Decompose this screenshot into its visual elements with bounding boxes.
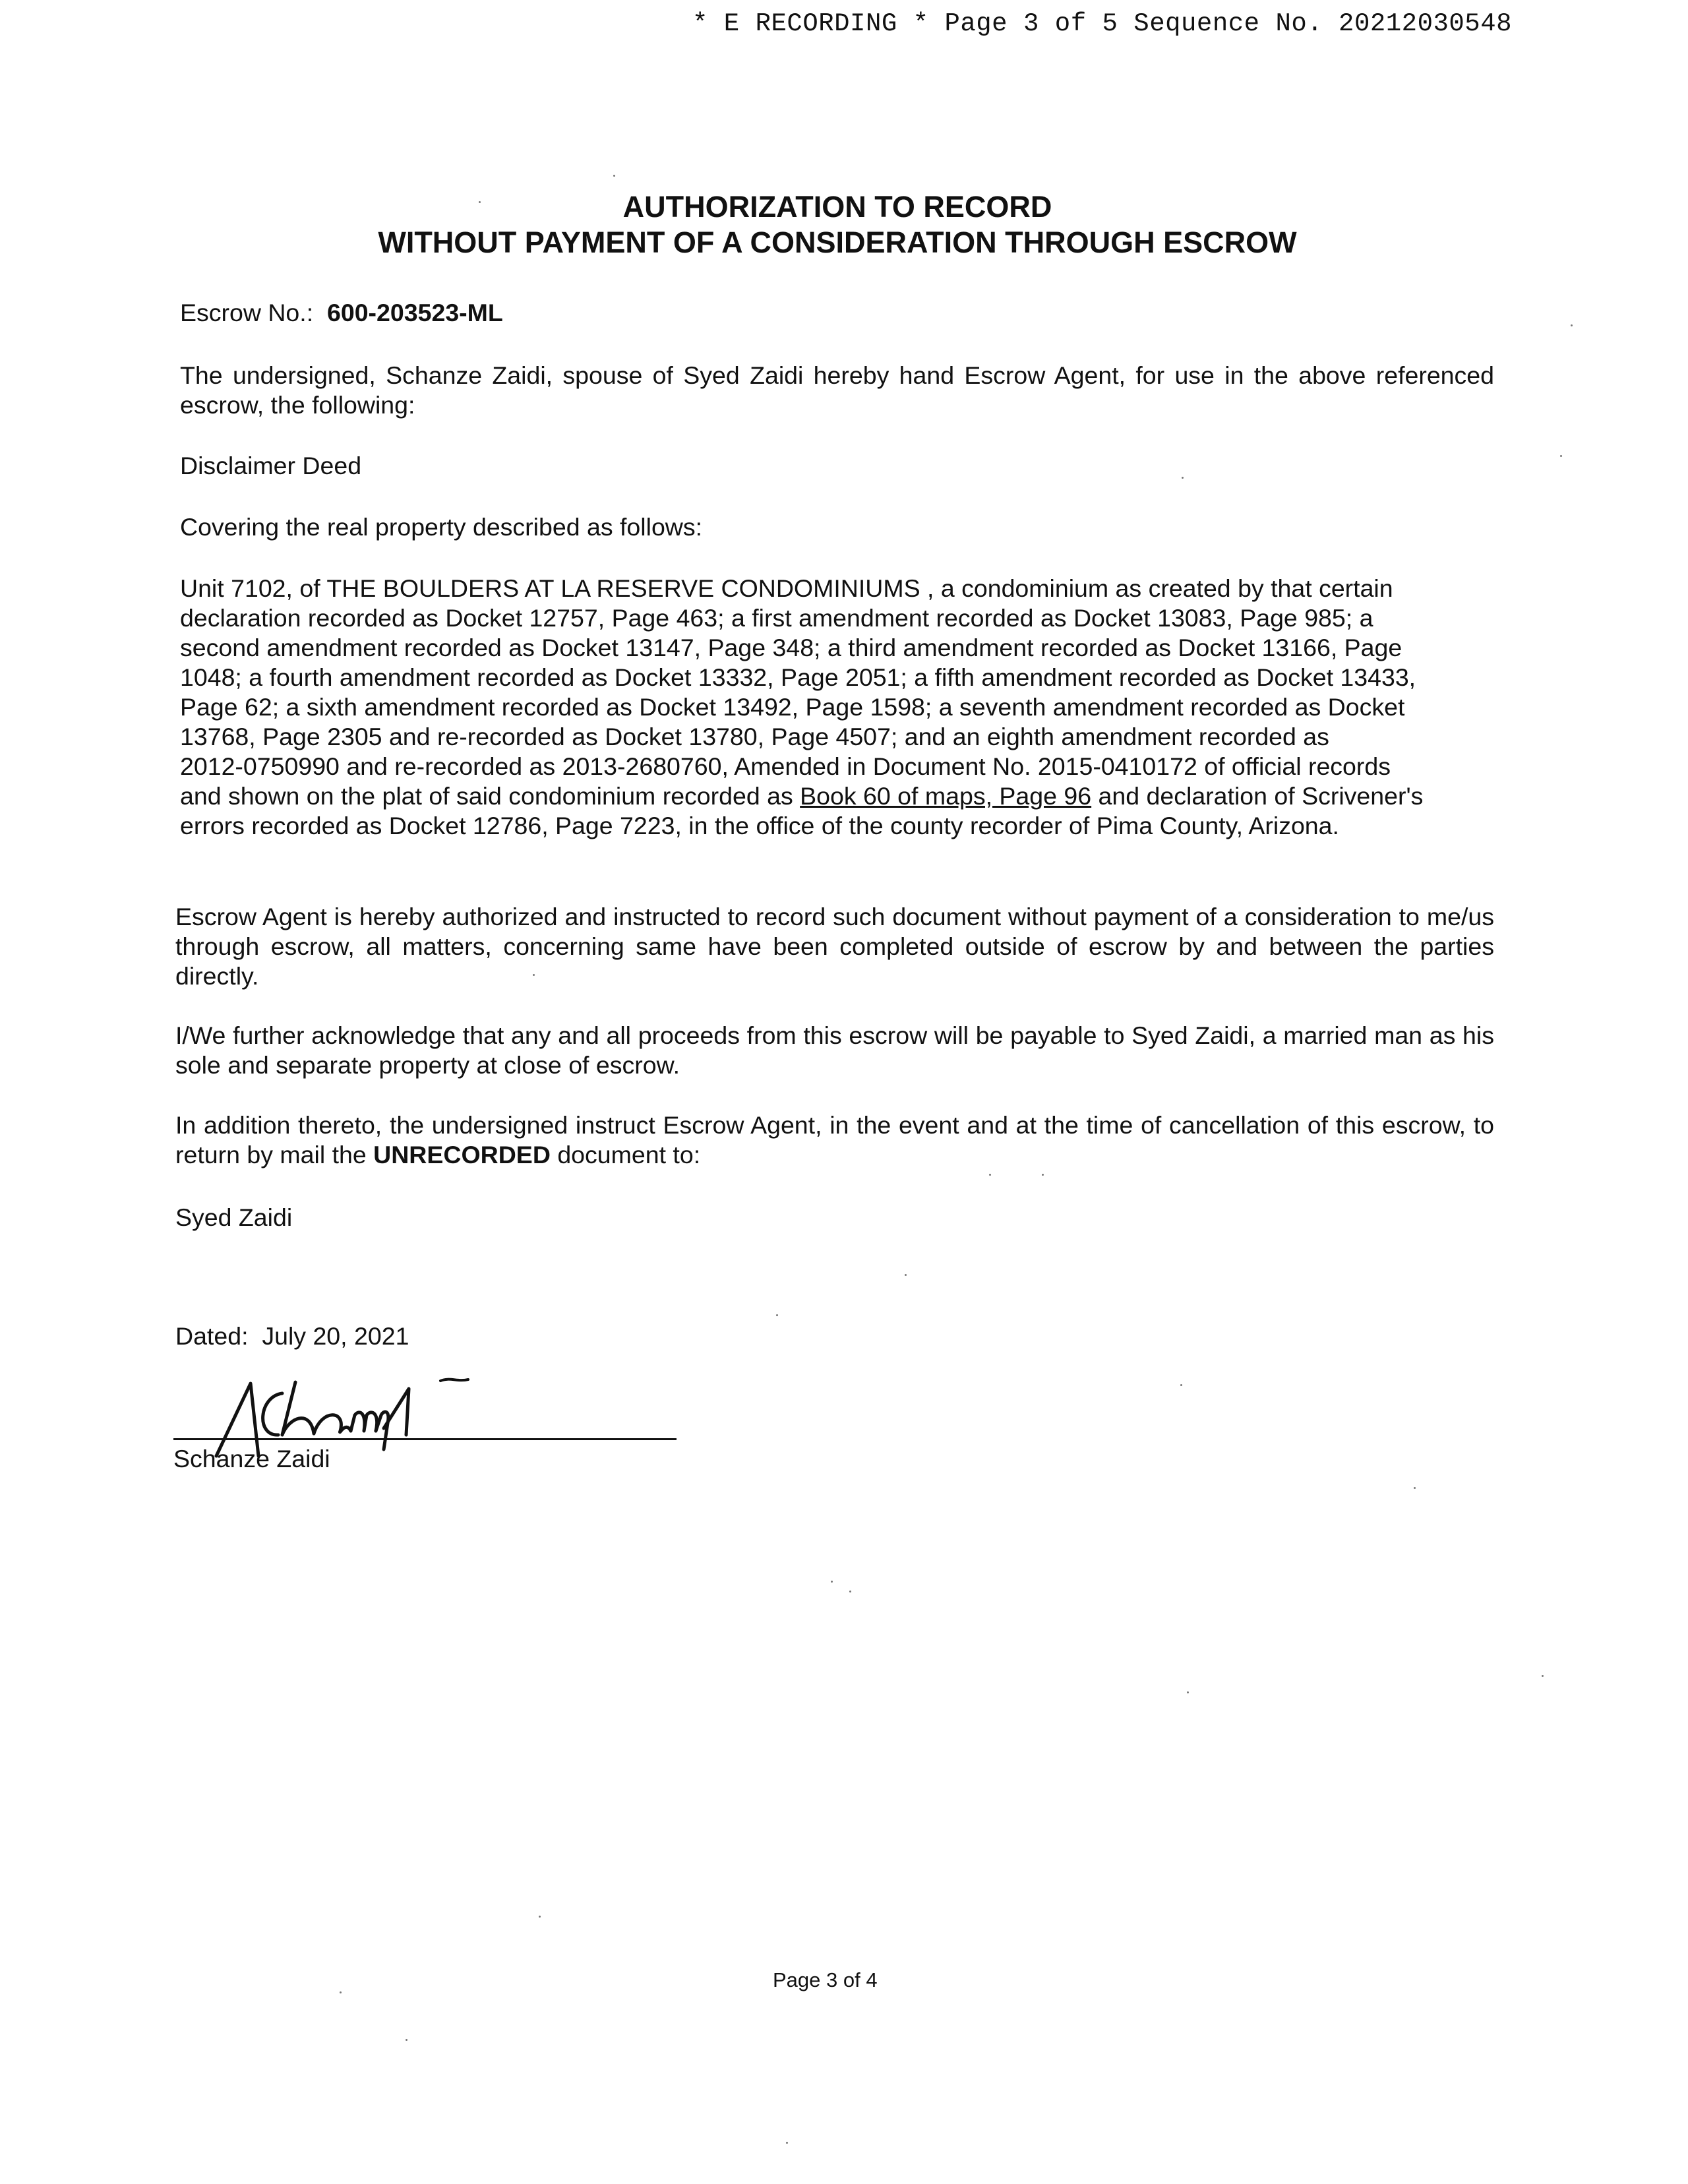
legal-description <box>180 574 1423 841</box>
covering-text: Covering the real property described as follows: <box>180 513 703 541</box>
dated-row <box>175 1321 409 1351</box>
legal-line: declaration recorded as Docket 12757, Page 463; a first amendment recorded as Docket 13083, Page 985; a <box>180 604 1373 632</box>
scan-speck <box>533 974 535 976</box>
legal-line: 2012-0750990 and re-recorded as 2013-2680760, Amended in Document No. 2015-0410172 of official records <box>180 752 1391 780</box>
scan-speck <box>989 1174 991 1176</box>
scan-speck <box>1571 324 1573 326</box>
scan-speck <box>539 1916 541 1918</box>
scan-speck <box>1560 455 1562 457</box>
document-title-line-1: AUTHORIZATION TO RECORD <box>622 190 1052 224</box>
scan-speck <box>786 2142 788 2144</box>
escrow-number-row <box>180 298 503 328</box>
intro-paragraph: The undersigned, Schanze Zaidi, spouse of Syed Zaidi hereby hand Escrow Agent, for use in the above referenced escrow, the following: <box>180 361 1494 419</box>
plat-book-reference: Book 60 of maps, Page 96 <box>800 782 1092 810</box>
legal-line-text: and shown on the plat of said condominium recorded as <box>180 782 800 810</box>
scan-speck <box>479 201 481 203</box>
legal-line: 1048; a fourth amendment recorded as Docket 13332, Page 2051; a fifth amendment recorded as Docket 13433, <box>180 663 1416 691</box>
scan-speck <box>1542 1675 1544 1677</box>
legal-line: second amendment recorded as Docket 13147, Page 348; a third amendment recorded as Docket 13166, Page <box>180 634 1402 661</box>
scan-speck <box>613 175 615 177</box>
legal-line: Page 62; a sixth amendment recorded as Docket 13492, Page 1598; a seventh amendment recorded as Docket <box>180 693 1405 721</box>
scan-speck <box>905 1274 907 1276</box>
legal-line: errors recorded as Docket 12786, Page 7223, in the office of the county recorder of Pima County, Arizona. <box>180 812 1339 839</box>
page-number: Page 3 of 4 <box>773 1968 878 1991</box>
scan-speck <box>1187 1691 1189 1693</box>
cancellation-text: document to: <box>550 1141 701 1168</box>
signature-line <box>173 1438 677 1440</box>
legal-line: 13768, Page 2305 and re-recorded as Docket 13780, Page 4507; and an eighth amendment recorded as <box>180 723 1329 750</box>
legal-line-text: and declaration of Scrivener's <box>1091 782 1424 810</box>
scan-speck <box>849 1591 851 1592</box>
scan-speck <box>406 2039 407 2041</box>
document-title-line-2: WITHOUT PAYMENT OF A CONSIDERATION THROUGH ESCROW <box>378 226 1297 259</box>
unrecorded-emphasis: UNRECORDED <box>373 1141 551 1168</box>
scan-speck <box>776 1314 778 1316</box>
legal-line: Unit 7102, of THE BOULDERS AT LA RESERVE CONDOMINIUMS , a condominium as created by that certain <box>180 574 1393 602</box>
escrow-number: 600-203523-ML <box>326 299 503 326</box>
legal-line <box>180 781 1423 811</box>
cancellation-text: In addition thereto, the undersigned instruct Escrow Agent, in the event and at the time of cancellation of this escrow, to return by mail the <box>175 1111 1494 1168</box>
authorization-paragraph: Escrow Agent is hereby authorized and instructed to record such document without payment of a consideration to me/us through escrow, all matters, concerning same have been completed outside of escrow by and between the parties directly. <box>175 903 1494 990</box>
scan-speck <box>831 1581 833 1583</box>
scan-speck <box>1182 477 1184 479</box>
scan-speck <box>1180 1384 1182 1386</box>
scan-speck <box>1042 1174 1044 1176</box>
cancellation-paragraph <box>175 1110 1494 1170</box>
scan-speck <box>1414 1487 1416 1489</box>
return-to-name: Syed Zaidi <box>175 1203 293 1231</box>
escrow-label: Escrow No.: <box>180 299 314 326</box>
proceeds-paragraph: I/We further acknowledge that any and all proceeds from this escrow will be payable to Syed Zaidi, a married man as his sole and separate property at close of escrow. <box>175 1021 1494 1079</box>
signer-name: Schanze Zaidi <box>173 1445 330 1472</box>
dated-value: July 20, 2021 <box>262 1322 409 1350</box>
recording-stamp: * E RECORDING * Page 3 of 5 Sequence No. 20212030548 <box>692 9 1512 38</box>
document-type: Disclaimer Deed <box>180 452 362 479</box>
dated-label: Dated: <box>175 1322 249 1350</box>
scan-speck <box>340 1991 342 1993</box>
